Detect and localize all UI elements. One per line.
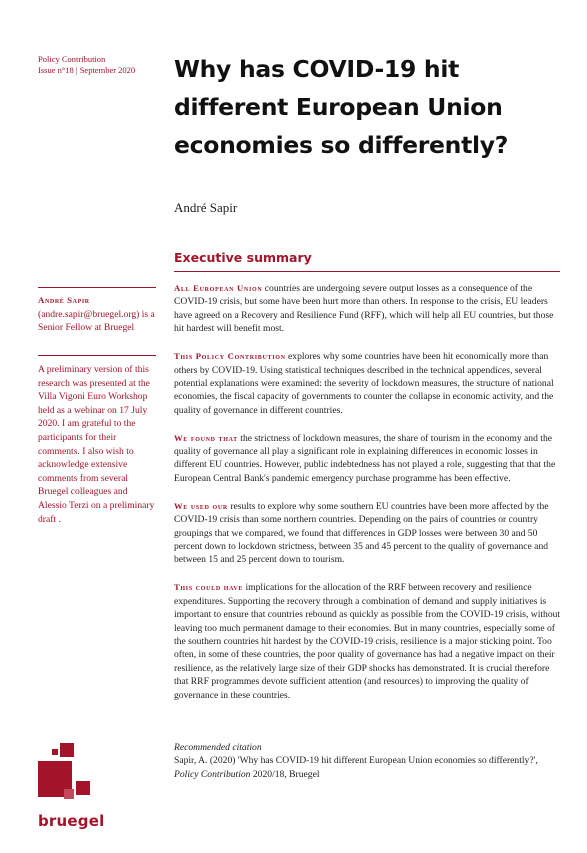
citation-label: Recommended citation bbox=[174, 742, 262, 753]
sidebar-author-bio bbox=[38, 294, 156, 335]
sidebar-divider-top bbox=[38, 287, 156, 288]
author-name: André Sapir bbox=[174, 200, 238, 215]
sidebar-author-text: (andre.sapir@bruegel.org) is a Senior Fellow at Bruegel bbox=[38, 308, 155, 334]
logo-square bbox=[76, 781, 90, 795]
paragraph-text: countries are undergoing severe output losses as a consequence of the COVID-19 crisis, but some have been hurt more than others. In response to the crisis, EU leaders have agreed on a Recovery and Resilience Fund (RFF), which will help all EU countries, but those hit hardest will benefit most. bbox=[174, 283, 554, 335]
citation-text bbox=[174, 754, 564, 781]
paragraph-text: explores why some countries have been hit economically more than others by COVID-19. Using statistical techniques described in the technical appendices, several potential explanations were examined: the severity of lockdown measures, the structure of national economies, the fiscal capacity of governments to counter the collapse in economic activity, and the quality of governance in different countries. bbox=[174, 351, 554, 416]
paragraph-text: results to explore why some southern EU countries have been more affected by the COVID-19 crisis than some northern countries. Depending on the pairs of countries or country groupings that we compared, we found that differences in GDP losses were between 30 and 50 percent down to lockdown strictness, between 35 and 45 percent to the quality of governance and between 15 and 25 percent down to tourism. bbox=[174, 500, 549, 566]
sidebar-divider-note bbox=[38, 355, 156, 356]
citation-issue: 2020/18, Bruegel bbox=[250, 768, 320, 780]
header-meta bbox=[38, 54, 135, 76]
page-title: Why has COVID-19 hit different European Union economies so differently? bbox=[174, 55, 509, 159]
logo-square bbox=[60, 743, 74, 757]
series-label: Policy Contribution bbox=[38, 54, 106, 64]
citation-reference: Sapir, A. (2020) 'Why has COVID-19 hit different European Union economies so differently?', bbox=[174, 755, 538, 767]
sidebar-acknowledgement: A preliminary version of this research was presented at the Villa Vigoni Euro Workshop held as a webinar on 17 July 2020. I am grateful to the participants for their comments. I also wish to acknowledge extensive comments from several Bruegel colleagues and Alessio Terzi on a preliminary draft . bbox=[38, 364, 155, 525]
paragraph-lead: We used our bbox=[174, 500, 228, 511]
paragraph-lead: All European Union bbox=[174, 283, 263, 293]
issue-label: Issue n°18 | September 2020 bbox=[38, 65, 136, 75]
citation-series: Policy Contribution bbox=[174, 768, 251, 780]
executive-summary-heading: Executive summary bbox=[174, 250, 312, 265]
bruegel-wordmark: bruegel bbox=[38, 812, 105, 830]
sidebar-author-name: André Sapir bbox=[38, 295, 90, 305]
paragraph-lead: This could have bbox=[174, 582, 244, 593]
summary-paragraph bbox=[174, 500, 562, 567]
logo-square bbox=[64, 789, 74, 799]
executive-summary-divider bbox=[174, 271, 560, 272]
summary-paragraph bbox=[174, 350, 562, 417]
executive-summary-body bbox=[174, 282, 562, 716]
paragraph-lead: We found that bbox=[174, 432, 238, 443]
summary-paragraph bbox=[174, 432, 562, 486]
paragraph-text: the strictness of lockdown measures, the share of tourism in the economy and the quality of governance all play a significant role in explaining differences in economic losses in different EU countries. However, public indebtedness has not played a role, suggesting that that the European Central Bank's pandemic emergency purchase programme has been effective. bbox=[174, 432, 556, 484]
paragraph-text: implications for the allocation of the RRF between recovery and resilience expenditures. Supporting the recovery through a combination of demand and supply initiatives is important to ensure that countries rebound as quickly as possible from the COVID-19 crisis, without leaving too much permanent damage to their economies. But in many countries, especially some of the southern countries hit hardest by the COVID-19 crisis, resilience is a major sticking point. Too often, in some of these countries, the poor quality of governance has had a negative impact on their resilience, as the relatively large size of their GDP shocks has demonstrated. It is crucial therefore that RRF programmes devote sufficient attention (and resources) to improving the quality of governance in these countries. bbox=[174, 582, 561, 701]
summary-paragraph bbox=[174, 581, 562, 702]
summary-paragraph bbox=[174, 282, 562, 336]
recommended-citation bbox=[174, 741, 564, 781]
logo-square bbox=[52, 749, 58, 755]
paragraph-lead: This Policy Contribution bbox=[174, 351, 286, 362]
